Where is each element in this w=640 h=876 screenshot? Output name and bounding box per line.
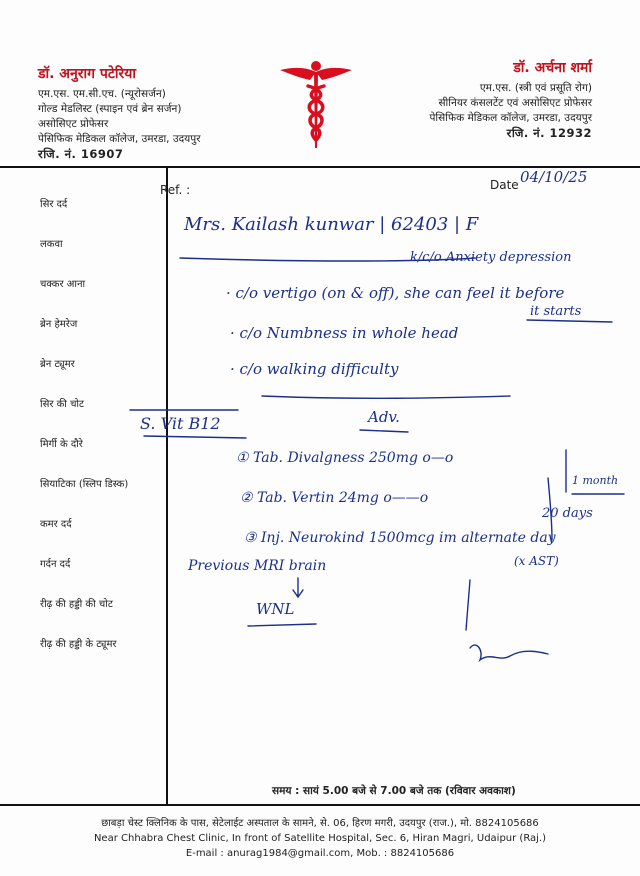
- condition-item: रीढ़ की हड्डी के ट्यूमर: [40, 639, 117, 650]
- advice-label: Adv.: [368, 408, 400, 426]
- complaint-head: k/c/o Anxiety depression: [410, 250, 572, 265]
- ref-label: Ref. :: [160, 183, 191, 197]
- rx-item-1-duration: 1 month: [572, 474, 619, 487]
- condition-item: सिर दर्द: [40, 199, 68, 210]
- left-doctor-reg: रजि. नं. 16907: [38, 147, 124, 161]
- right-doctor-college: पेसिफिक मेडिकल कॉलेज, उमरडा, उदयपुर: [429, 112, 592, 124]
- rx-item-2: ② Tab. Vertin 24mg o——o: [240, 490, 429, 506]
- footer-address-hindi: छाबड़ा चेस्ट क्लिनिक के पास, सेटेलाईट अस्पताल के सामने, से. 06, हिरण मगरी, उदयपुर (राज.), मो. 8824105686: [101, 818, 539, 829]
- clinic-timing: समय : सायं 5.00 बजे से 7.00 बजे तक (रविवार अवकाश): [272, 785, 516, 797]
- condition-item: लकवा: [40, 239, 63, 250]
- clinic-footer: [0, 816, 640, 861]
- left-doctor-degree: एम.एस. एम.सी.एच. (न्यूरोसर्जन): [38, 88, 166, 100]
- footer-address-english: Near Chhabra Chest Clinic, In front of Satellite Hospital, Sec. 6, Hiran Magri, Udaipur (Raj.): [93, 833, 547, 844]
- left-doctor-specialty: गोल्ड मेडलिस्ट (स्पाइन एवं ब्रेन सर्जन): [38, 103, 182, 115]
- patient-line: Mrs. Kailash kunwar | 62403 | F: [184, 214, 479, 235]
- condition-item: गर्दन दर्द: [40, 559, 71, 570]
- rx-item-1: ① Tab. Divalgness 250mg o—o: [236, 450, 454, 466]
- mri-note: Previous MRI brain: [188, 558, 327, 574]
- complaint-numbness: · c/o Numbness in whole head: [230, 324, 459, 342]
- complaint-vertigo-cont: it starts: [530, 304, 582, 319]
- investigation-vit-b12: S. Vit B12: [140, 414, 221, 433]
- left-doctor-college: पेसिफिक मेडिकल कॉलेज, उमरडा, उदयपुर: [38, 133, 201, 145]
- date-label: Date: [490, 178, 519, 192]
- footer-contact: E-mail : anurag1984@gmail.com, Mob. : 8824105686: [185, 848, 455, 859]
- right-doctor-reg: रजि. नं. 12932: [506, 126, 592, 140]
- mri-result: WNL: [256, 600, 295, 618]
- rx-item-3-note: (x AST): [514, 554, 559, 568]
- right-doctor-position: सीनियर कंसलटेंट एवं असोसिएट प्रोफेसर: [438, 97, 592, 109]
- rx-item-3: ③ Inj. Neurokind 1500mcg im alternate day: [244, 530, 556, 546]
- condition-item: रीढ़ की हड्डी की चोट: [40, 599, 113, 610]
- left-doctor-position: असोसिएट प्रोफेसर: [38, 118, 109, 130]
- right-doctor-degree: एम.एस. (स्त्री एवं प्रसूति रोग): [479, 82, 592, 94]
- condition-item: मिर्गी के दौरे: [40, 439, 83, 450]
- condition-item: सियाटिका (स्लिप डिस्क): [40, 479, 129, 490]
- condition-item: ब्रेन हेमरेज: [40, 319, 78, 330]
- condition-item: सिर की चोट: [40, 399, 85, 410]
- condition-item: ब्रेन ट्यूमर: [40, 359, 75, 370]
- rx-item-2-duration: 20 days: [542, 506, 593, 521]
- date-value: 04/10/25: [520, 168, 588, 186]
- condition-item: कमर दर्द: [40, 519, 72, 530]
- left-doctor-name: डॉ. अनुराग पटेरिया: [38, 66, 136, 82]
- right-doctor-name: डॉ. अर्चना शर्मा: [513, 60, 592, 76]
- footer-divider: [0, 804, 640, 806]
- condition-item: चक्कर आना: [40, 279, 86, 290]
- complaint-vertigo: · c/o vertigo (on & off), she can feel it before: [226, 284, 565, 302]
- complaint-walking: · c/o walking difficulty: [230, 360, 399, 378]
